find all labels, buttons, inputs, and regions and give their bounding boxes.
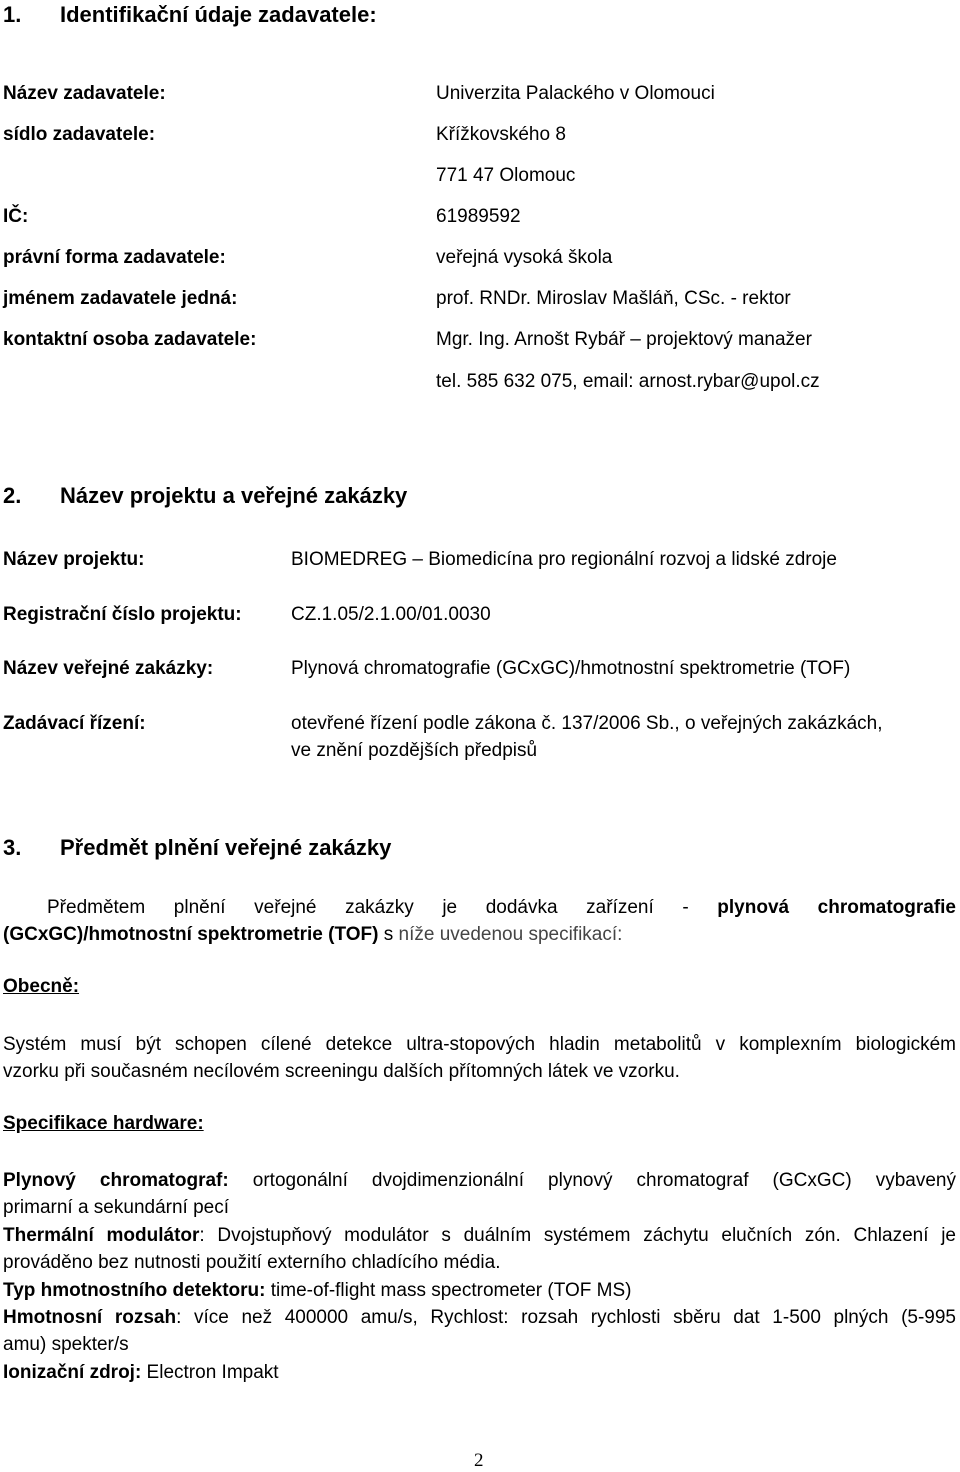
section1-number: 1.	[3, 2, 22, 27]
general-heading: Obecně:	[3, 976, 80, 997]
value-ic: 61989592	[436, 206, 521, 227]
intro-line2	[3, 921, 956, 948]
spec-ionizace	[3, 1359, 956, 1386]
general-text-line1: Systém musí být schopen cílené detekce ultra-stopových hladin metabolitů v komplexním biologickém	[3, 1034, 956, 1055]
spec-chromatograf	[3, 1167, 956, 1194]
intro-bold: plynová chromatografie	[717, 897, 956, 918]
label-jednajici: jménem zadavatele jedná:	[3, 288, 238, 309]
value-nazev-projektu: BIOMEDREG – Biomedicína pro regionální rozvoj a lidské zdroje	[291, 549, 837, 570]
value-registracni-cislo: CZ.1.05/2.1.00/01.0030	[291, 604, 491, 625]
label-ic: IČ:	[3, 206, 29, 227]
spec-modulator-line2: prováděno bez nutnosti použití externího chladícího média.	[3, 1252, 501, 1273]
spec-detektor	[3, 1277, 956, 1304]
spec-rozsah-line2: amu) spekter/s	[3, 1334, 129, 1355]
spec-chromatograf-line2: primarní a sekundární pecí	[3, 1197, 230, 1218]
label-sidlo: sídlo zadavatele:	[3, 124, 156, 145]
label-kontaktni-osoba: kontaktní osoba zadavatele:	[3, 329, 257, 350]
section3-title: Předmět plnění veřejné zakázky	[60, 835, 392, 860]
page-number: 2	[474, 1450, 484, 1471]
section2-title: Název projektu a veřejné zakázky	[60, 483, 408, 508]
value-nazev-zakazky: Plynová chromatografie (GCxGC)/hmotnostní spektrometrie (TOF)	[291, 658, 851, 679]
value-nazev-zadavatele: Univerzita Palackého v Olomouci	[436, 83, 715, 104]
label-pravni-forma: právní forma zadavatele:	[3, 247, 226, 268]
spec-text: time-of-flight mass spectrometer (TOF MS)	[265, 1280, 632, 1301]
intro-grey: níže uvedenou specifikací:	[398, 924, 623, 945]
intro-text-2: s	[378, 924, 399, 945]
label-registracni-cislo: Registrační číslo projektu:	[3, 604, 242, 625]
intro-line1	[3, 894, 956, 921]
spec-text: : více než 400000 amu/s, Rychlost: rozsah rychlosti sběru dat 1-500 plných (5-995	[176, 1307, 956, 1328]
spec-label: Plynový chromatograf:	[3, 1170, 229, 1191]
general-text-line2: vzorku při současném necílovém screeningu dalších přítomných látek ve vzorku.	[3, 1061, 680, 1082]
spec-text: : Dvojstupňový modulátor s duálním systémem záchytu elučních zón. Chlazení je	[199, 1225, 956, 1246]
spec-modulator	[3, 1222, 956, 1249]
intro-bold-2: (GCxGC)/hmotnostní spektrometrie (TOF)	[3, 924, 379, 945]
value-mesto: 771 47 Olomouc	[436, 165, 576, 186]
spec-text: ortogonální dvojdimenzionální plynový chromatograf (GCxGC) vybavený	[228, 1170, 957, 1191]
spec-label: Thermální modulátor	[3, 1225, 200, 1246]
spec-label: Ionizační zdroj:	[3, 1362, 142, 1383]
value-sidlo: Křížkovského 8	[436, 124, 566, 145]
section1-title: Identifikační údaje zadavatele:	[60, 2, 377, 27]
label-nazev-projektu: Název projektu:	[3, 549, 145, 570]
value-pravni-forma: veřejná vysoká škola	[436, 247, 613, 268]
value-zadavaci-rizeni-line2: ve znění pozdějších předpisů	[291, 740, 538, 761]
spec-label: Hmotnosní rozsah	[3, 1307, 177, 1328]
spec-rozsah	[3, 1304, 956, 1331]
spec-text: Electron Impakt	[141, 1362, 279, 1383]
label-nazev-zakazky: Název veřejné zakázky:	[3, 658, 214, 679]
value-jednajici: prof. RNDr. Miroslav Mašláň, CSc. - rektor	[436, 288, 791, 309]
value-kontaktni-osoba: Mgr. Ing. Arnošt Rybář – projektový manažer	[436, 329, 812, 350]
label-nazev-zadavatele: Název zadavatele:	[3, 83, 166, 104]
value-kontakt: tel. 585 632 075, email: arnost.rybar@upol.cz	[436, 371, 820, 392]
value-zadavaci-rizeni: otevřené řízení podle zákona č. 137/2006 Sb., o veřejných zakázkách,	[291, 713, 883, 734]
label-zadavaci-rizeni: Zadávací řízení:	[3, 713, 146, 734]
intro-text: Předmětem plnění veřejné zakázky je dodávka zařízení -	[47, 897, 718, 918]
section2-number: 2.	[3, 483, 22, 508]
hardware-heading: Specifikace hardware:	[3, 1113, 204, 1134]
section3-number: 3.	[3, 835, 22, 860]
spec-label: Typ hmotnostního detektoru:	[3, 1280, 266, 1301]
